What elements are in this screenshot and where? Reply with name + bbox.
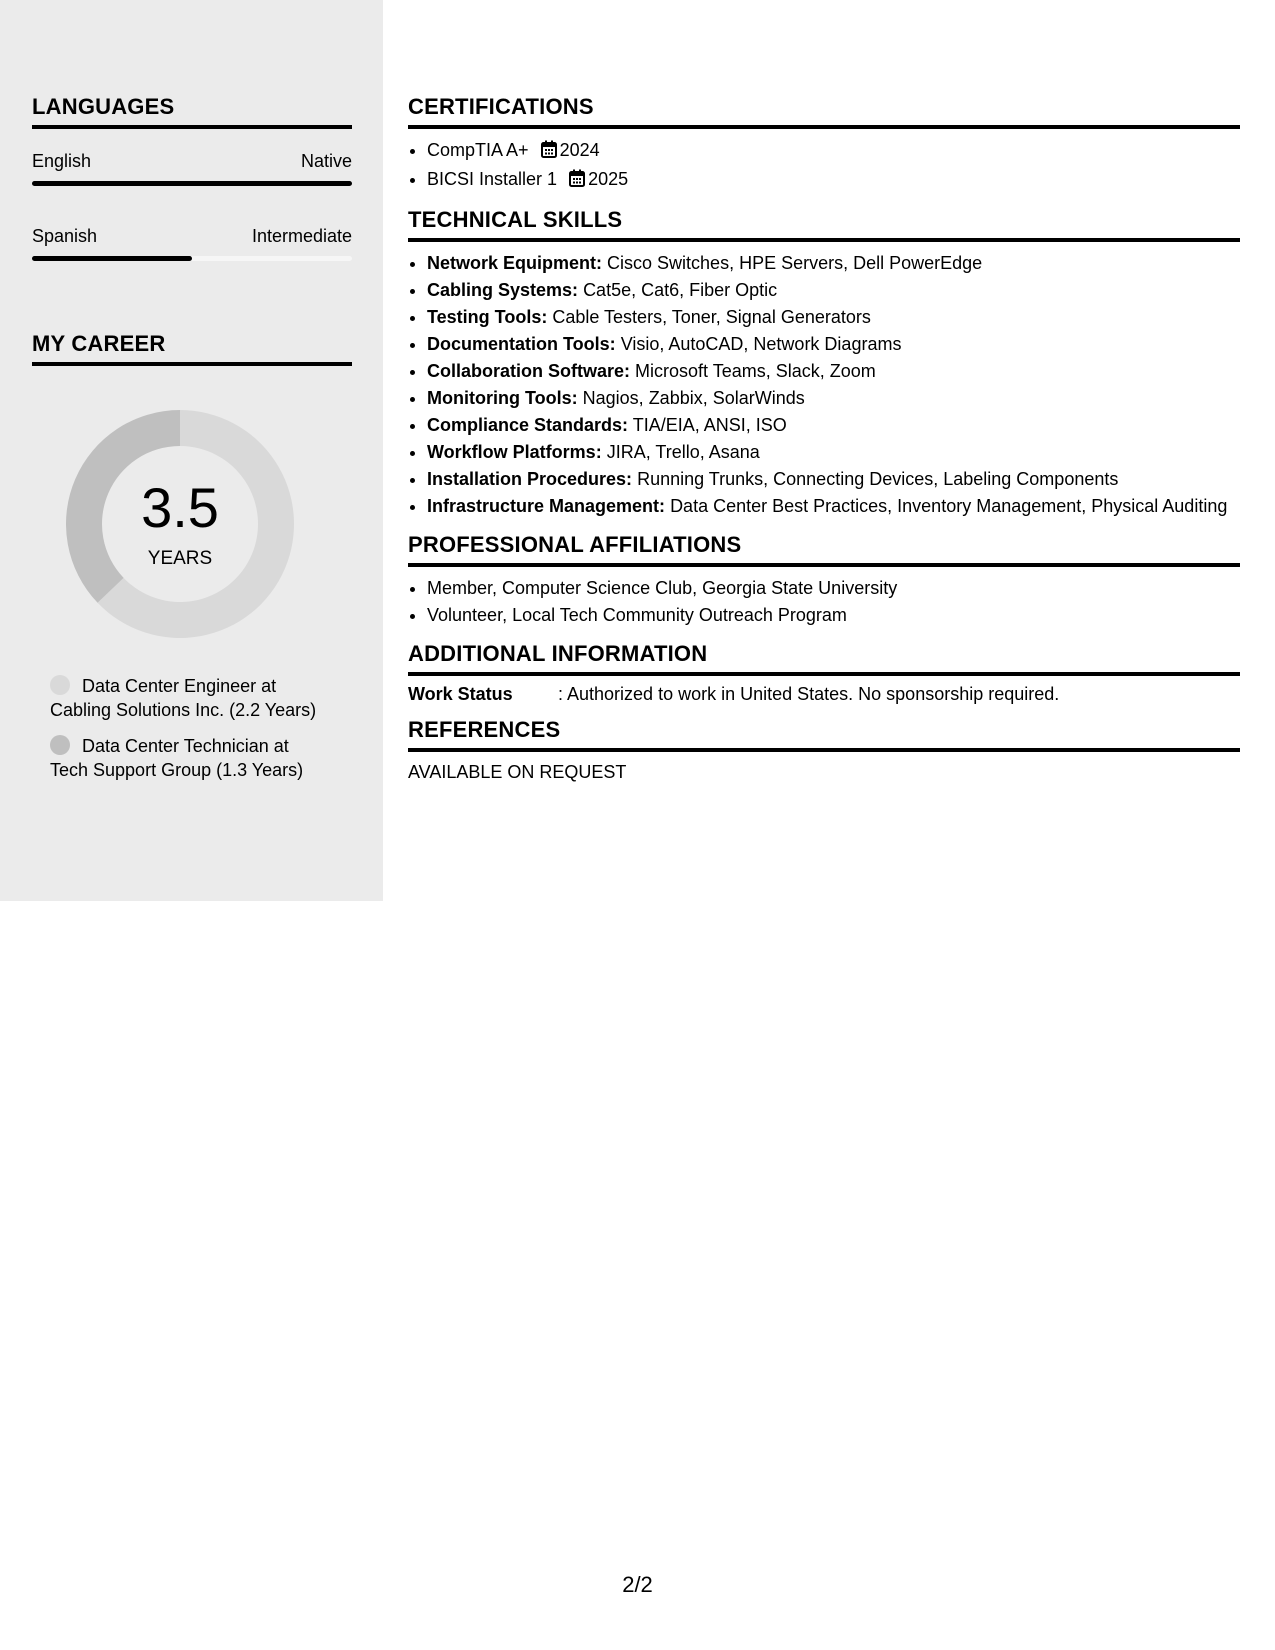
language-name: Spanish [32, 226, 98, 246]
calendar-icon [569, 168, 585, 195]
certification-year: 2025 [588, 169, 629, 189]
language-level: Native [300, 151, 352, 171]
affiliation-item: • Member, Computer Science Club, Georgia State University [427, 575, 1240, 602]
skill-value: Cat5e, Cat6, Fiber Optic [583, 280, 778, 300]
language-item [32, 151, 352, 186]
affiliations-list [408, 575, 1240, 629]
page-number: 2/2 [622, 1572, 653, 1597]
language-name: English [32, 151, 92, 171]
certification-item [427, 166, 1240, 195]
language-proficiency-fill [32, 256, 192, 261]
skill-label: Collaboration Software: [427, 361, 631, 381]
skill-item [427, 331, 1240, 358]
skill-value: TIA/EIA, ANSI, ISO [632, 415, 787, 435]
language-proficiency-fill [32, 181, 352, 186]
career-legend-item [50, 734, 320, 782]
career-total-unit: YEARS [147, 548, 213, 569]
technical-skills-section [408, 207, 1240, 520]
additional-information-title: ADDITIONAL INFORMATION [408, 641, 1240, 676]
language-proficiency-bar [32, 181, 352, 186]
career-job-text: Data Center Engineer at Cabling Solutions Inc. (2.2 Years) [50, 676, 317, 720]
skill-item [427, 493, 1240, 520]
languages-title: LANGUAGES [32, 94, 352, 129]
skill-label: Network Equipment: [427, 253, 603, 273]
skill-value: Cable Testers, Toner, Signal Generators [552, 307, 871, 327]
skill-label: Documentation Tools: [427, 334, 616, 354]
career-donut-chart [66, 410, 294, 638]
language-level: Intermediate [251, 226, 352, 246]
technical-skills-list [408, 250, 1240, 520]
skill-value: Microsoft Teams, Slack, Zoom [635, 361, 876, 381]
skill-label: Monitoring Tools: [427, 388, 578, 408]
certification-year: 2024 [559, 140, 600, 160]
work-status-row [408, 684, 1240, 705]
main-content [408, 94, 1240, 795]
career-legend-item [50, 674, 320, 722]
career-total-years: 3.5 [141, 476, 219, 539]
skill-item [427, 304, 1240, 331]
skill-item [427, 466, 1240, 493]
sidebar [0, 0, 383, 901]
affiliations-section [408, 532, 1240, 629]
affiliation-item: • Volunteer, Local Tech Community Outreach Program [427, 602, 1240, 629]
references-text: AVAILABLE ON REQUEST [408, 762, 627, 782]
skill-label: Installation Procedures: [427, 469, 633, 489]
skill-value: Data Center Best Practices, Inventory Management, Physical Auditing [670, 496, 1228, 516]
language-item [32, 226, 352, 261]
calendar-icon [541, 139, 557, 166]
career-legend [50, 674, 320, 782]
skill-value: Visio, AutoCAD, Network Diagrams [620, 334, 902, 354]
skill-item [427, 277, 1240, 304]
certifications-list [408, 137, 1240, 195]
skill-value: Cisco Switches, HPE Servers, Dell PowerEdge [607, 253, 983, 273]
skill-value: Nagios, Zabbix, SolarWinds [582, 388, 805, 408]
skill-value: Running Trunks, Connecting Devices, Labeling Components [637, 469, 1119, 489]
skill-label: Cabling Systems: [427, 280, 579, 300]
career-title: MY CAREER [32, 331, 352, 366]
career-job-text: Data Center Technician at Tech Support Group (1.3 Years) [50, 736, 304, 780]
affiliations-title: PROFESSIONAL AFFILIATIONS [408, 532, 1240, 567]
additional-information-section [408, 641, 1240, 705]
skill-label: Testing Tools: [427, 307, 548, 327]
skill-item [427, 358, 1240, 385]
skill-label: Compliance Standards: [427, 415, 629, 435]
certifications-section [408, 94, 1240, 195]
skill-value: JIRA, Trello, Asana [606, 442, 760, 462]
skill-label: Infrastructure Management: [427, 496, 666, 516]
legend-dot-icon [50, 675, 70, 695]
certification-item [427, 137, 1240, 166]
skill-item [427, 385, 1240, 412]
references-section [408, 717, 1240, 783]
skill-item [427, 412, 1240, 439]
references-title: REFERENCES [408, 717, 1240, 752]
sidebar-content [32, 94, 352, 794]
certification-name: BICSI Installer 1 [427, 169, 558, 189]
skill-item [427, 250, 1240, 277]
work-status-value: : Authorized to work in United States. No sponsorship required. [558, 684, 1060, 704]
skill-item [427, 439, 1240, 466]
work-status-label: Work Status [408, 684, 513, 704]
technical-skills-title: TECHNICAL SKILLS [408, 207, 1240, 242]
legend-dot-icon [50, 735, 70, 755]
certifications-title: CERTIFICATIONS [408, 94, 1240, 129]
certification-name: CompTIA A+ [427, 140, 529, 160]
language-proficiency-bar [32, 256, 352, 261]
skill-label: Workflow Platforms: [427, 442, 602, 462]
